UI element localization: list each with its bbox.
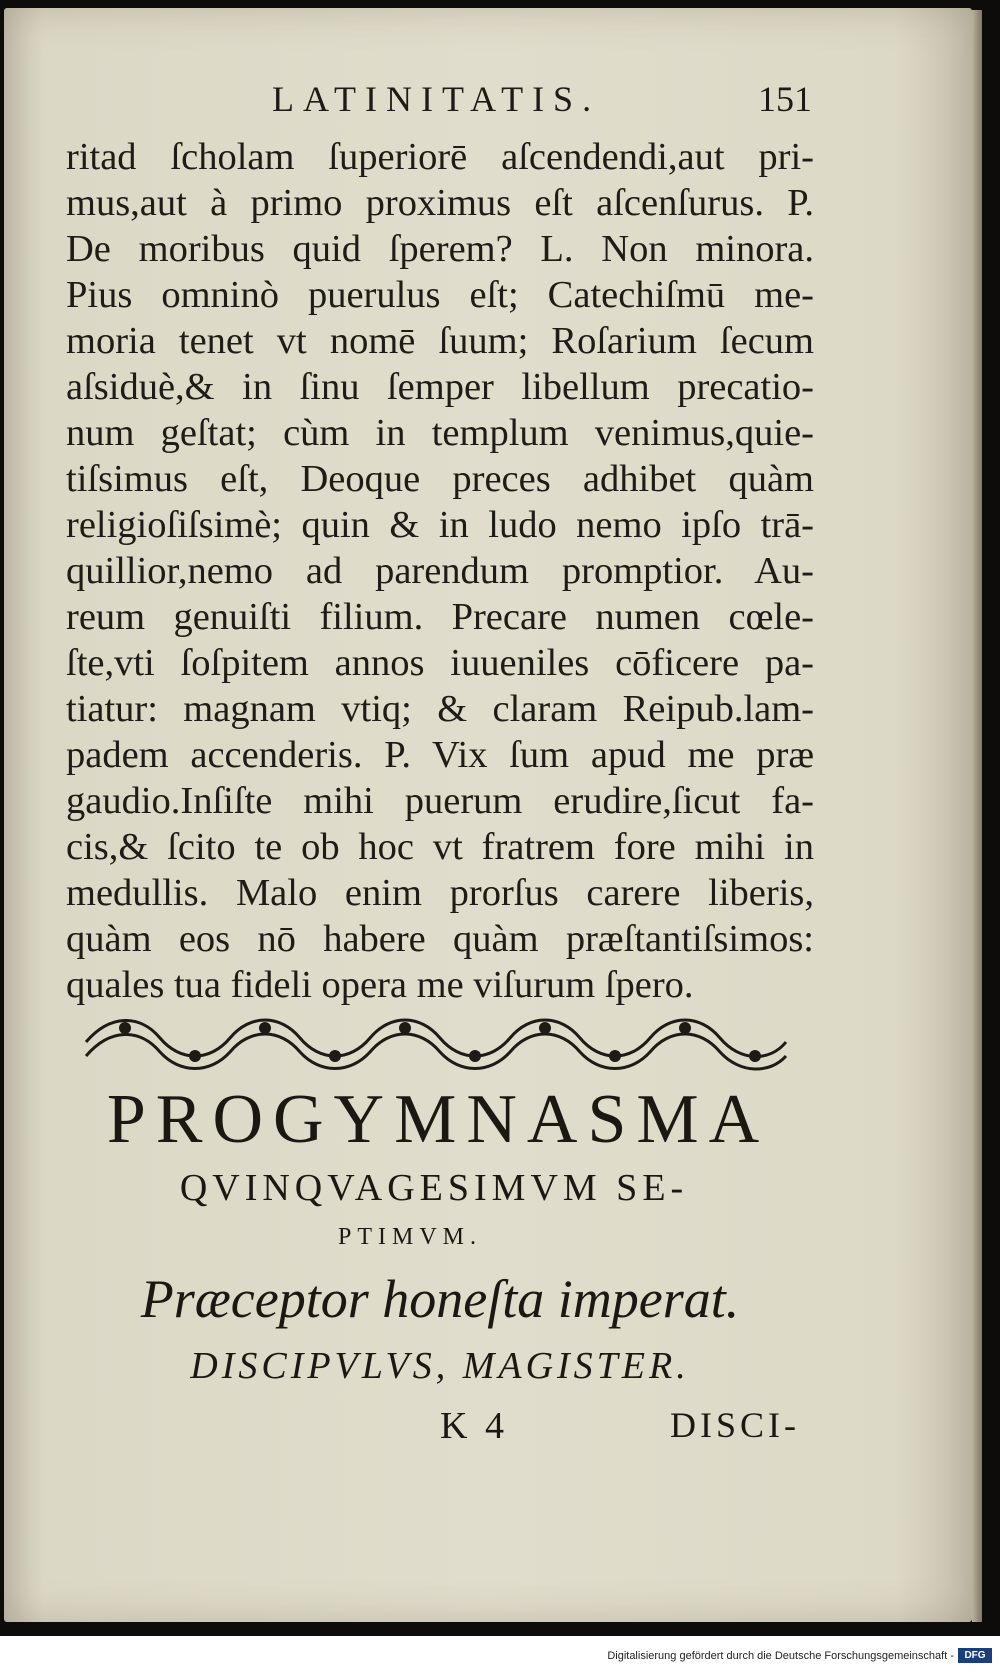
text-line: cis,& ſcito te ob hoc vt fratrem fore mihi in [66, 826, 814, 868]
section-motto: Præceptor honeſta imperat. [140, 1269, 740, 1329]
text-line: num geſtat; cùm in templum venimus,quie- [66, 412, 814, 454]
text-line: ſte,vti ſoſpitem annos iuueniles cōficere pa- [66, 642, 814, 684]
text-line: De moribus quid ſperem? L. Non minora. [66, 228, 814, 270]
text-line: religioſiſsimè; quin & in ludo nemo ipſo trā- [66, 504, 814, 546]
text-line: quàm eos nō habere quàm præſtantiſsimos: [66, 918, 814, 960]
text-line: ritad ſcholam ſuperiorē aſcendendi,aut pri- [66, 136, 814, 178]
page-edge [972, 10, 982, 1622]
text-line: Pius omninò puerulus eſt; Catechiſmū me- [66, 274, 814, 316]
dialogue-speakers: DISCIPVLVS, MAGISTER. [190, 1345, 690, 1387]
section-subheading: QVINQVAGESIMVM SE- [179, 1167, 689, 1209]
page-number: 151 [758, 79, 812, 119]
text-line: tiſsimus eſt, Deoque preces adhibet quàm [66, 458, 814, 500]
text-line: mus,aut à primo proximus eſt aſcenſurus. P. [66, 182, 814, 224]
decorative-ornament-band [80, 1008, 792, 1076]
text-line: tiatur: magnam vtiq; & claram Reipub.lam- [66, 688, 814, 730]
text-line: quales tua fideli opera me viſurum ſpero. [66, 964, 694, 1006]
page-header [272, 78, 812, 128]
signature-mark: K 4 [440, 1405, 508, 1447]
text-line: aſsiduè,& in ſinu ſemper libellum precatio- [66, 366, 814, 408]
funding-credit: Digitalisierung gefördert durch die Deutsche Forschungsgemeinschaft - [607, 1650, 954, 1662]
text-line: medullis. Malo enim prorſus carere liberis, [66, 872, 814, 914]
text-line: quillior,nemo ad parendum promptior. Au- [66, 550, 814, 592]
dfg-logo: DFG [958, 1648, 992, 1663]
body-text [66, 134, 814, 1008]
text-line: gaudio.Inſiſte mihi puerum erudire,ſicut fa- [66, 780, 814, 822]
section-subheading-continued: PTIMVM. [337, 1224, 482, 1250]
text-line: moria tenet vt nomē ſuum; Roſarium ſecum [66, 320, 814, 362]
catchword: DISCI- [670, 1405, 800, 1445]
text-line: padem accenderis. P. Vix ſum apud me præ [66, 734, 814, 776]
text-line: reum genuiſti filium. Precare numen cœle- [66, 596, 814, 638]
section-heading: PROGYMNASMA [106, 1081, 770, 1158]
running-title: LATINITATIS. [272, 79, 601, 119]
